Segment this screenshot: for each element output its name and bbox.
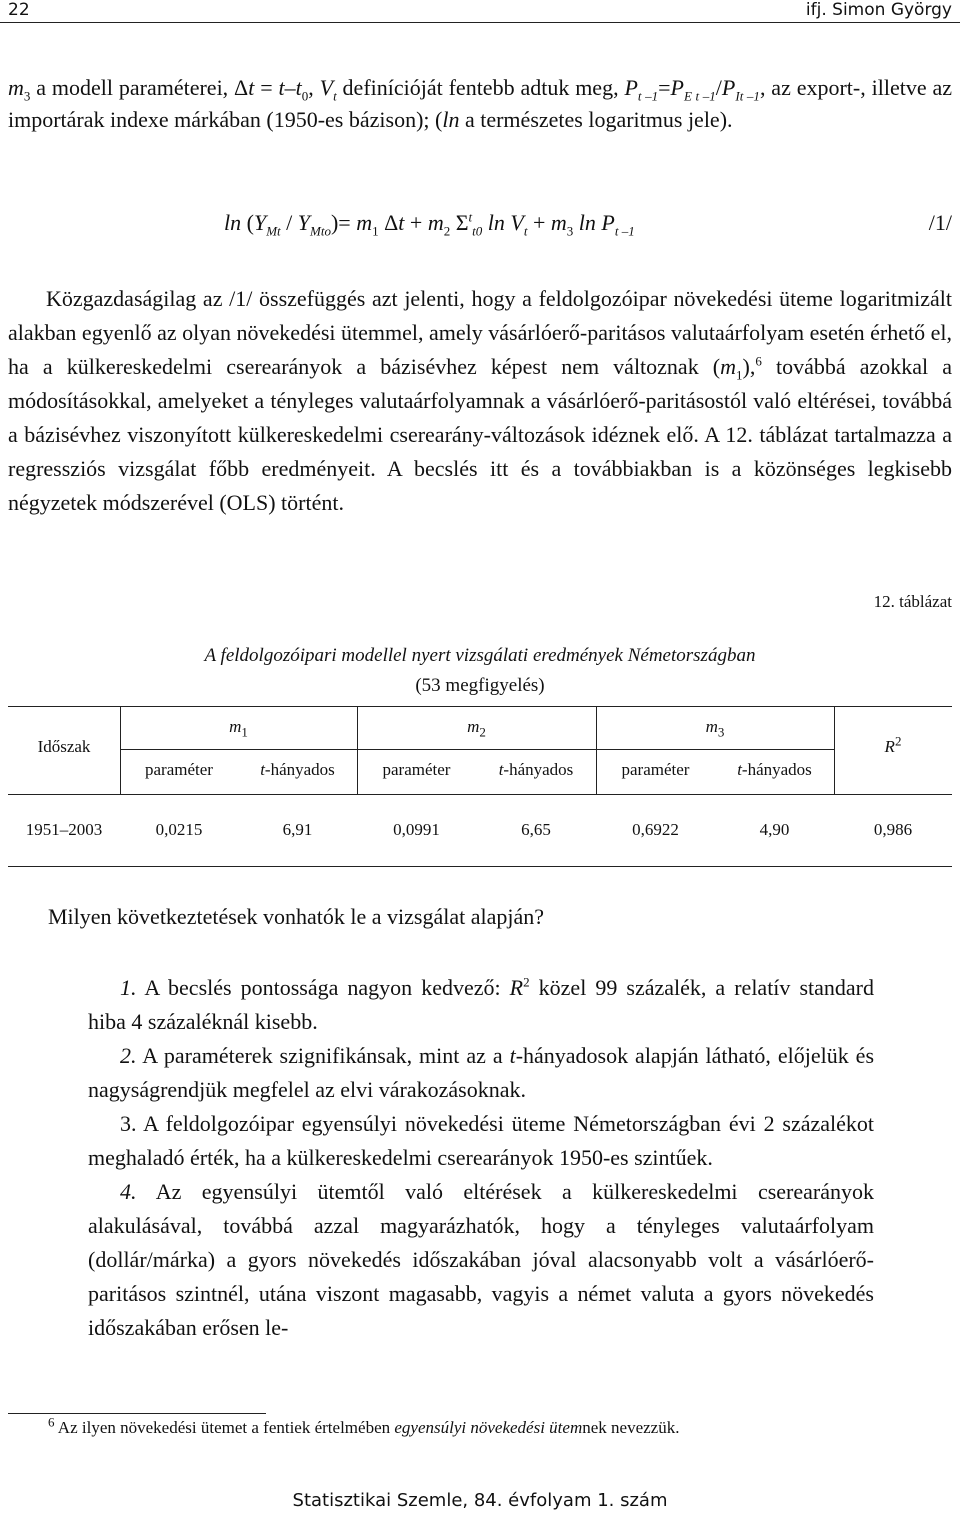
cell-m1-t: 6,91: [282, 820, 313, 839]
table-top-rule: [8, 706, 952, 707]
header-period: Időszak: [37, 737, 91, 756]
intro-paragraph: $m_3$ a modell paraméterei, $\Delta t = t-t_0$, $V_t$ definícióját fentebb adtuk meg, $P_{t -1}=P_{E t -1}/P_{It -1}$, az export-, illetve az importárak indexe márkában (1950-es bázison); (ln a természetes logaritmus jele).: [8, 75, 952, 132]
cell-m3-param: 0,6922: [632, 820, 679, 839]
cell-m1-param: 0,0215: [155, 820, 203, 839]
question-line: Milyen következtetések vonhatók le a vizsgálat alapján?: [48, 904, 545, 929]
subheader-t-ratio: t-hányados: [737, 760, 812, 779]
table-title: A feldolgozóipari modellel nyert vizsgálati eredmények Németországban: [204, 645, 756, 666]
footnote: $^6$ Az ilyen növekedési ütemet a fentiek értelmében egyensúlyi növekedési ütemnek nevezzük.: [48, 1414, 680, 1437]
header-m2: $m_2$: [467, 717, 486, 740]
header-rule: [0, 22, 960, 23]
table-number: 12. táblázat: [873, 592, 952, 611]
footnote-ref: 6: [755, 353, 762, 369]
subheader-param: paraméter: [145, 760, 213, 779]
body-paragraph: Közgazdaságilag az /1/ összefüggés azt jelenti, hogy a feldolgozóipar növekedési üteme logaritmizált alakban egyenlő az olyan növekedési ütemmel, amely vásárlóerő-paritásos valutaárfolyam esetén érhető el, ha a külkereskedelmi cserearányok a bázisévhez képest nem változnak $(m_1),^6$ továbbá azokkal a módosításokkal, amelyeket a tényleges valutaárfolyamnak a vásárlóerő-paritásostól való eltérései, továbbá a bázisévhez viszonyított külkereskedelmi cserearány-változások idéznek elő. A 12. táblázat tartalmazza a regressziós vizsgálat főbb eredményeit. A becslés itt és a továbbiakban is a közönséges legkisebb négyzetek módszerével (OLS) történt.: [8, 286, 952, 515]
list-item: 1. A becslés pontossága nagyon kedvező: $R^2$ közel 99 százalék, a relatív standard hiba 4 százaléknál kisebb.: [88, 974, 874, 1034]
running-header-author: ifj. Simon György: [805, 0, 952, 20]
cell-r2: 0,986: [873, 820, 913, 839]
header-m3: $m_3$: [705, 717, 725, 740]
subheader-t-ratio: t-hányados: [498, 760, 574, 779]
table-mid-rule: [120, 749, 834, 750]
page-number: 22: [8, 0, 30, 20]
subheader-param: paraméter: [382, 760, 451, 779]
table-bottom-rule: [8, 866, 952, 867]
equation-number: /1/: [928, 210, 952, 235]
header-m1: $m_1$: [229, 717, 248, 740]
list-item: 3. A feldolgozóipar egyensúlyi növekedési üteme Németországban évi 2 százalékot meghaladó érték, ha a külkereskedelmi cserearányok 1950-es szintűek.: [88, 1111, 874, 1170]
cell-m2-param: 0,0991: [393, 820, 440, 839]
list-item: 2. A paraméterek szignifikánsak, mint az a t-hányadosok alapján látható, előjelük és nagyságrendjük megfelel az elvi várakozásoknak.: [88, 1043, 874, 1102]
journal-footer: Statisztikai Szemle, 84. évfolyam 1. szám: [292, 1490, 668, 1511]
footnote-rule: [8, 1413, 266, 1414]
header-r2: $R^2$: [884, 733, 902, 756]
conclusions-list: [88, 971, 874, 1345]
table-header-rule: [8, 794, 952, 795]
cell-m3-t: 4,90: [759, 820, 790, 839]
subheader-param: paraméter: [621, 760, 690, 779]
table-caption: [0, 641, 960, 701]
list-item: 4. Az egyensúlyi ütemtől való eltérések a külkereskedelmi cserearányok alakulásával, továbbá azzal magyarázhatók, hogy a tényleges valutaárfolyam (dollár/márka) a gyors növekedés időszakában jóval alacsonyabb volt a vásárlóerő-paritásos szintnél, utána viszont magasabb, vagyis a német valuta a gyors növekedés időszakában erősen le-: [88, 1179, 874, 1340]
subheader-t-ratio: t-hányados: [260, 760, 335, 779]
equation-1: $\ln (Y_{Mt} / Y_{Mto})= m_1$ $\Delta t + m_2$ $\Sigma^t_{t0}$ $\ln V_t + m_3$ $\ln P_{t -1}$: [224, 209, 635, 239]
cell-m2-t: 6,65: [521, 820, 551, 839]
cell-period: 1951–2003: [25, 820, 103, 839]
table-subtitle: (53 megfigyelés): [415, 675, 545, 696]
